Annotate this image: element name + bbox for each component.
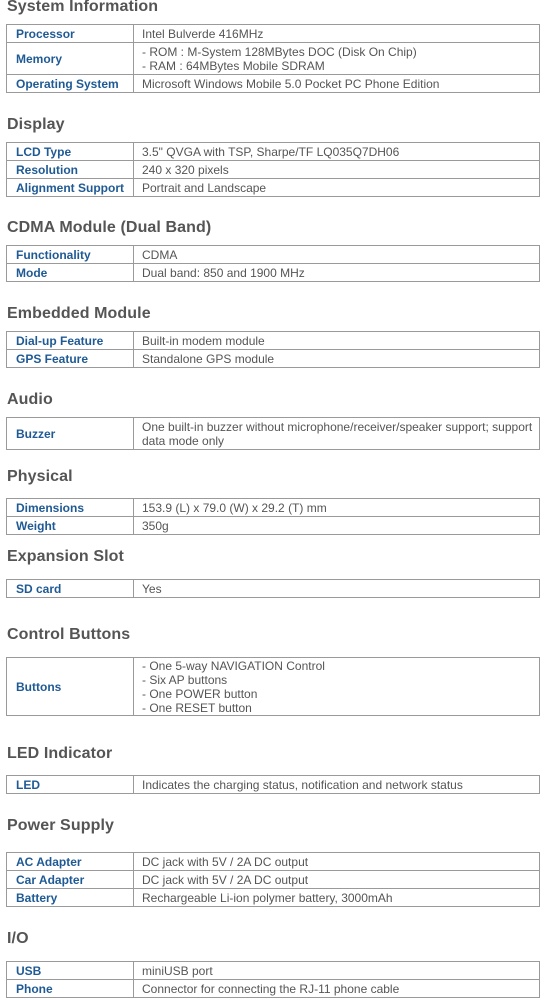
spec-label: SD card: [7, 580, 134, 598]
spec-value: [134, 75, 540, 93]
section-title: Audio: [7, 391, 53, 408]
spec-value: [134, 418, 540, 450]
table-row: [7, 161, 540, 179]
spec-table: [6, 961, 540, 998]
spec-value-line: Microsoft Windows Mobile 5.0 Pocket PC Phone Edition: [142, 76, 440, 91]
table-row: [7, 143, 540, 161]
table-row: [7, 246, 540, 264]
spec-label: Dimensions: [7, 499, 134, 517]
spec-value-line: Intel Bulverde 416MHz: [142, 26, 264, 41]
spec-value-line: 153.9 (L) x 79.0 (W) x 29.2 (T) mm: [142, 500, 327, 515]
section-title: Embedded Module: [7, 305, 151, 322]
spec-value: [134, 889, 540, 907]
spec-value: [134, 43, 540, 75]
table-row: [7, 658, 540, 716]
spec-label: Dial-up Feature: [7, 332, 134, 350]
table-row: [7, 418, 540, 450]
spec-value: [134, 25, 540, 43]
spec-table: [6, 245, 540, 282]
spec-value: [134, 246, 540, 264]
spec-value-line: Built-in modem module: [142, 333, 265, 348]
spec-value: [134, 580, 540, 598]
spec-label: GPS Feature: [7, 350, 134, 368]
spec-value-line: miniUSB port: [142, 963, 213, 978]
section-title: LED Indicator: [7, 745, 113, 762]
spec-value-line: 240 x 320 pixels: [142, 162, 229, 177]
section-title: Control Buttons: [7, 626, 131, 643]
spec-label: Buttons: [7, 658, 134, 716]
spec-label: Battery: [7, 889, 134, 907]
spec-value-line: 3.5" QVGA with TSP, Sharpe/TF LQ035Q7DH06: [142, 144, 400, 159]
spec-value-line: CDMA: [142, 247, 178, 262]
spec-value: [134, 350, 540, 368]
spec-label: Memory: [7, 43, 134, 75]
table-row: [7, 580, 540, 598]
table-row: [7, 499, 540, 517]
spec-table: [6, 498, 540, 535]
spec-table: [6, 142, 540, 197]
section-title: Physical: [7, 468, 73, 485]
spec-value-line: One built-in buzzer without microphone/receiver/speaker support; support: [142, 419, 533, 434]
spec-table: [6, 775, 540, 794]
section-title: Power Supply: [7, 817, 114, 834]
section-title: I/O: [7, 930, 29, 947]
spec-table: [6, 24, 540, 93]
section-title: Expansion Slot: [7, 548, 124, 565]
spec-value-line: DC jack with 5V / 2A DC output: [142, 854, 309, 869]
spec-value: [134, 517, 540, 535]
spec-table: [6, 657, 540, 716]
spec-value: [134, 871, 540, 889]
spec-label: Operating System: [7, 75, 134, 93]
table-row: [7, 853, 540, 871]
table-row: [7, 871, 540, 889]
spec-label: LCD Type: [7, 143, 134, 161]
spec-table: [6, 579, 540, 598]
spec-value: [134, 980, 540, 998]
table-row: [7, 332, 540, 350]
table-row: [7, 25, 540, 43]
spec-value: [134, 143, 540, 161]
table-row: [7, 75, 540, 93]
table-row: [7, 179, 540, 197]
spec-label: USB: [7, 962, 134, 980]
spec-value-line: Portrait and Landscape: [142, 180, 267, 195]
spec-value-line: - RAM : 64MBytes Mobile SDRAM: [142, 58, 325, 73]
spec-label: Buzzer: [7, 418, 134, 450]
spec-value-line: Standalone GPS module: [142, 351, 275, 366]
table-row: [7, 264, 540, 282]
spec-value-line: DC jack with 5V / 2A DC output: [142, 872, 309, 887]
section-title: Display: [7, 116, 65, 133]
table-row: [7, 962, 540, 980]
spec-value-line: Rechargeable Li-ion polymer battery, 3000mAh: [142, 890, 393, 905]
spec-value: [134, 658, 540, 716]
spec-value-line: - Six AP buttons: [142, 672, 228, 687]
spec-value: [134, 776, 540, 794]
spec-value-line: data mode only: [142, 433, 225, 448]
spec-value: [134, 499, 540, 517]
table-row: [7, 43, 540, 75]
spec-table: [6, 852, 540, 907]
spec-table: [6, 417, 540, 450]
spec-value-line: - One 5-way NAVIGATION Control: [142, 658, 325, 673]
section-title: CDMA Module (Dual Band): [7, 219, 212, 236]
spec-label: AC Adapter: [7, 853, 134, 871]
table-row: [7, 889, 540, 907]
spec-value-line: Dual band: 850 and 1900 MHz: [142, 265, 305, 280]
spec-table: [6, 331, 540, 368]
table-row: [7, 350, 540, 368]
spec-label: Car Adapter: [7, 871, 134, 889]
spec-value: [134, 853, 540, 871]
spec-label: Phone: [7, 980, 134, 998]
spec-value: [134, 179, 540, 197]
spec-value-line: Yes: [142, 581, 162, 596]
spec-label: Resolution: [7, 161, 134, 179]
spec-value: [134, 332, 540, 350]
spec-value: [134, 962, 540, 980]
spec-label: Mode: [7, 264, 134, 282]
table-row: [7, 980, 540, 998]
spec-label: Weight: [7, 517, 134, 535]
spec-label: LED: [7, 776, 134, 794]
section-title: System Information: [7, 0, 159, 15]
spec-label: Processor: [7, 25, 134, 43]
spec-value-line: Connector for connecting the RJ-11 phone cable: [142, 981, 400, 996]
spec-label: Alignment Support: [7, 179, 134, 197]
spec-value-line: - ROM : M-System 128MBytes DOC (Disk On Chip): [142, 44, 417, 59]
table-row: [7, 776, 540, 794]
table-row: [7, 517, 540, 535]
spec-value-line: Indicates the charging status, notification and network status: [142, 777, 463, 792]
spec-value: [134, 264, 540, 282]
spec-value-line: - One POWER button: [142, 686, 258, 701]
spec-label: Functionality: [7, 246, 134, 264]
spec-value: [134, 161, 540, 179]
spec-value-line: 350g: [142, 518, 169, 533]
spec-value-line: - One RESET button: [142, 700, 252, 715]
